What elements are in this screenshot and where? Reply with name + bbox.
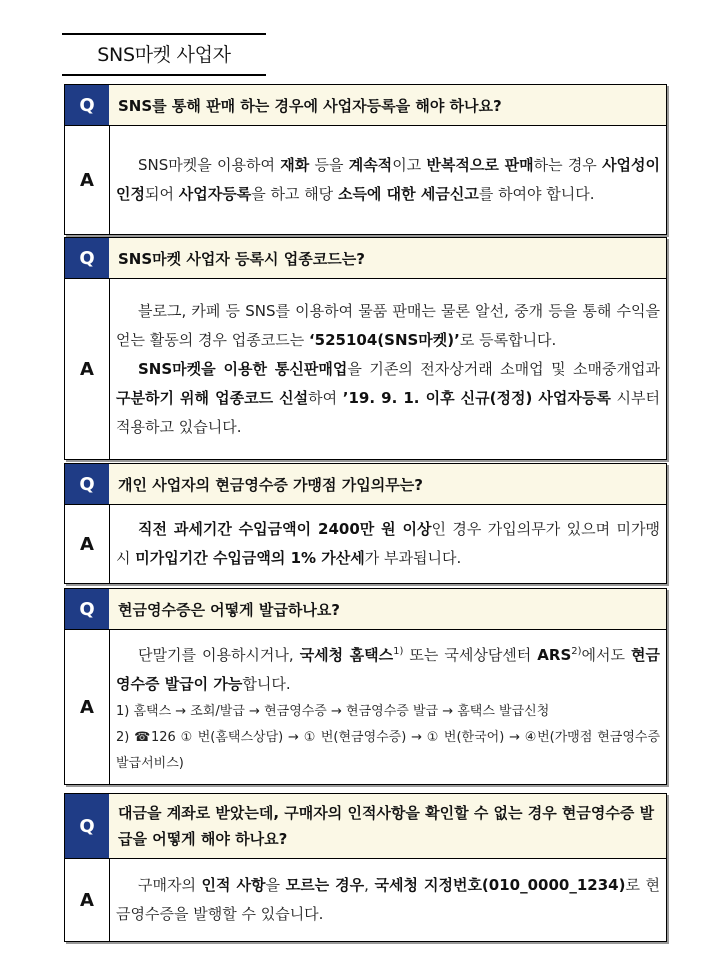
answer-text: [110, 505, 666, 583]
answer-text-run: 시부터 적용하고 있습니다.: [116, 388, 660, 436]
answer-text-run: 에서도: [581, 646, 632, 664]
emphasis-text: 사업자등록: [178, 185, 252, 203]
emphasis-text: 국세청 지정번호(010_0000_1234): [374, 876, 626, 894]
question-row: [65, 794, 666, 859]
answer-step-2: [116, 725, 660, 777]
page-title: SNS마켓 사업자: [97, 44, 231, 66]
answer-text-run: 를 하여야 합니다.: [478, 185, 595, 203]
title-rule-bottom: [62, 74, 266, 76]
question-label: Q: [65, 238, 109, 278]
question-text: SNS마켓 사업자 등록시 업종코드는?: [118, 249, 365, 268]
answer-text-run: ,: [364, 876, 375, 894]
answer-row: [65, 126, 666, 234]
answer-label: A: [65, 505, 110, 583]
answer-text-run: 하는 경우: [533, 156, 603, 174]
qa-block: [64, 84, 667, 235]
emphasis-text: 인적 사항: [201, 876, 266, 894]
qa-block: [64, 237, 667, 460]
answer-text-run: 1) 홈택스 → 조회/발급 → 현금영수증 → 현금영수증 발급 → 홈택스 발급신청: [116, 704, 550, 719]
answer-paragraph: [116, 637, 660, 699]
question-text: 현금영수증은 어떻게 발급하나요?: [118, 600, 341, 619]
answer-text-run: 을 기존의 전자상거래 소매업 및 소매중개업과: [347, 359, 661, 378]
answer-text-run: 단말기를 이용하시거나,: [138, 646, 300, 664]
answer-row: [65, 279, 666, 459]
answer-text-run: 로 현금영수증을 발행할 수 있습니다.: [116, 876, 661, 923]
answer-row: [65, 505, 666, 583]
emphasis-text: 소득에 대한 세금신고: [337, 185, 479, 203]
emphasis-text: 계속적: [348, 156, 393, 174]
answer-paragraph: [116, 355, 660, 442]
answer-text: [110, 126, 666, 234]
answer-row: [65, 859, 666, 941]
question-row: [65, 464, 666, 505]
question-row: [65, 238, 666, 279]
answer-text-run: 또는 국세상담센터: [403, 646, 538, 664]
answer-text-run: 2) ☎126 ① 번(홈택스상담) → ① 번(현금영수증) → ① 번(한국어) → ④번(가맹점 현금영수증 발급서비스): [116, 730, 660, 771]
answer-paragraph: [116, 871, 660, 929]
answer-paragraph: [116, 515, 660, 573]
answer-label: A: [65, 859, 110, 941]
answer-label: A: [65, 630, 110, 784]
answer-row: [65, 630, 666, 784]
answer-paragraph: [116, 151, 660, 209]
emphasis-text: 반복적으로 판매: [426, 156, 534, 174]
question-label: Q: [65, 464, 109, 504]
answer-text: [110, 279, 666, 459]
emphasis-text: 모르는 경우: [285, 876, 365, 894]
title-rule-top: [62, 33, 266, 35]
answer-label: A: [65, 126, 110, 234]
emphasis-text: 구분하기 위해 업종코드 신설: [116, 388, 309, 407]
answer-text-run: 구매자의: [138, 876, 202, 894]
emphasis-text: 재화: [280, 156, 310, 174]
emphasis-text: ‘525104(SNS마켓)’: [308, 330, 460, 349]
footnote-marker: 1): [393, 646, 404, 657]
answer-text-run: 을: [265, 876, 286, 894]
emphasis-text: ARS: [537, 646, 572, 664]
question-label: Q: [65, 794, 109, 858]
question-label: Q: [65, 589, 109, 629]
emphasis-text: 현금영수증 발급이 가능: [116, 646, 660, 693]
answer-text-run: 로 등록합니다.: [459, 330, 557, 349]
question-row: [65, 589, 666, 630]
emphasis-text: SNS마켓을 이용한 통신판매업: [138, 359, 348, 378]
emphasis-text: ’19. 9. 1. 이후 신규(정정) 사업자등록: [342, 388, 611, 407]
answer-text: [110, 859, 666, 941]
answer-text-run: 가 부과됩니다.: [364, 549, 462, 567]
emphasis-text: 미가입기간 수입금액의 1% 가산세: [135, 549, 365, 567]
answer-text-run: 등을: [309, 156, 349, 174]
answer-text-run: 하여: [308, 388, 343, 407]
question-label: Q: [65, 85, 109, 125]
qa-block: [64, 463, 667, 584]
answer-text-run: 인 경우 가입의무가 있으며 미가맹 시: [116, 520, 660, 567]
answer-text-run: 을 하고 해당: [251, 185, 338, 203]
answer-text-run: 되어: [144, 185, 179, 203]
question-text: SNS를 통해 판매 하는 경우에 사업자등록을 해야 하나요?: [118, 96, 502, 115]
answer-text-run: 합니다.: [242, 675, 291, 693]
answer-step-1: [116, 699, 660, 725]
answer-text-run: 블로그, 카페 등 SNS를 이용하여 물품 판매는 물론 알선, 중개 등을 통해 수익을 얻는 활동의 경우 업종코드는: [116, 301, 660, 349]
answer-text-run: SNS마켓을 이용하여: [138, 156, 281, 174]
qa-block: [64, 793, 667, 942]
emphasis-text: 국세청 홈택스: [299, 646, 394, 664]
question-row: [65, 85, 666, 126]
answer-label: A: [65, 279, 110, 459]
question-text: 대금을 계좌로 받았는데, 구매자의 인적사항을 확인할 수 없는 경우 현금영수증 발급을 어떻게 해야 하나요?: [118, 804, 655, 848]
qa-block: [64, 588, 667, 785]
emphasis-text: 직전 과세기간 수입금액이 2400만 원 이상: [138, 520, 432, 538]
footnote-marker: 2): [571, 646, 582, 657]
emphasis-text: 사업성이 인정: [116, 156, 661, 203]
answer-text: [110, 630, 666, 784]
answer-text-run: 이고: [392, 156, 427, 174]
answer-paragraph: [116, 297, 660, 355]
question-text: 개인 사업자의 현금영수증 가맹점 가입의무는?: [118, 475, 423, 494]
